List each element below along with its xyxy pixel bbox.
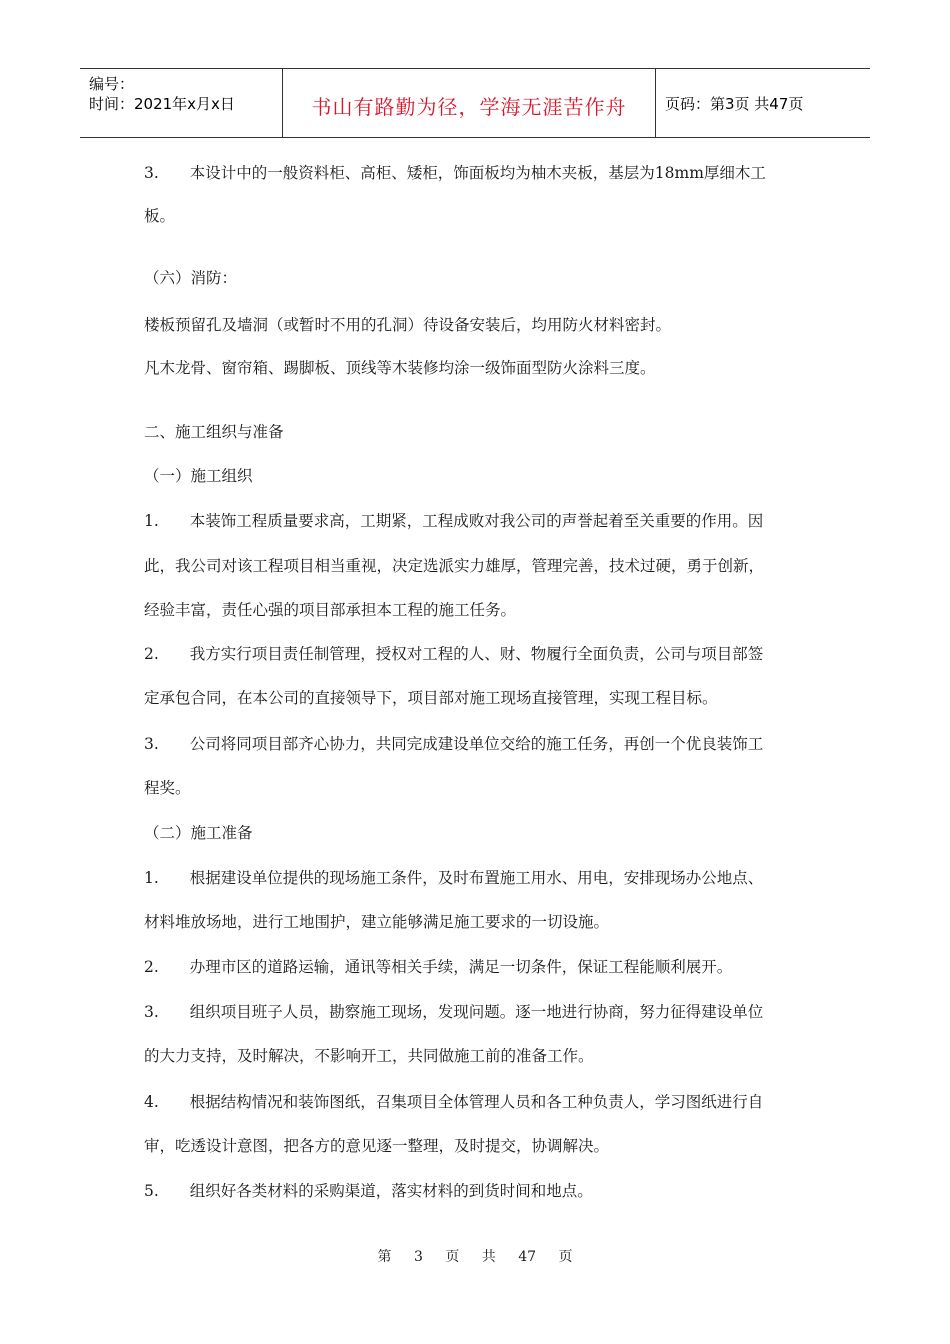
footer-total-pages: 47 xyxy=(518,1249,537,1265)
body-line: 的大力支持，及时解决，不影响开工，共同做施工前的准备工作。 xyxy=(144,1047,594,1065)
footer-suffix: 页 xyxy=(558,1249,573,1265)
footer-prefix: 第 xyxy=(377,1249,392,1265)
header-motto-cell xyxy=(283,69,656,137)
section-heading: （一）施工组织 xyxy=(144,467,253,485)
header-info-cell xyxy=(80,69,283,137)
body-line: 4. 根据结构情况和装饰图纸，召集项目全体管理人员和各工种负责人，学习图纸进行自 xyxy=(144,1093,764,1111)
footer-page-number: 3 xyxy=(413,1249,423,1265)
body-line: 定承包合同，在本公司的直接领导下，项目部对施工现场直接管理，实现工程目标。 xyxy=(144,689,718,707)
body-line: 5. 组织好各类材料的采购渠道，落实材料的到货时间和地点。 xyxy=(144,1182,593,1200)
page-footer xyxy=(0,1246,950,1266)
header-page-code: 页码：第3页 共47页 xyxy=(665,95,804,113)
body-line: 程奖。 xyxy=(144,779,191,797)
body-line: 经验丰富，责任心强的项目部承担本工程的施工任务。 xyxy=(144,601,517,619)
body-line: 板。 xyxy=(144,207,176,225)
header-motto: 书山有路勤为径，学海无涯苦作舟 xyxy=(311,95,627,119)
body-line: 此，我公司对该工程项目相当重视，决定选派实力雄厚，管理完善，技术过硬，勇于创新， xyxy=(144,557,765,575)
body-line: 3. 本设计中的一般资料柜、高柜、矮柜，饰面板均为柚木夹板，基层为18mm厚细木工 xyxy=(144,164,766,182)
chapter-heading: 二、施工组织与准备 xyxy=(144,423,284,441)
section-heading: （二）施工准备 xyxy=(144,824,253,842)
body-line: 凡木龙骨、窗帘箱、踢脚板、顶线等木装修均涂一级饰面型防火涂料三度。 xyxy=(144,359,656,377)
document-number-label: 编号： xyxy=(89,75,135,93)
body-line: 3. 组织项目班子人员，勘察施工现场，发现问题。逐一地进行协商，努力征得建设单位 xyxy=(144,1003,764,1021)
section-heading: （六）消防： xyxy=(144,269,238,287)
body-line: 3. 公司将同项目部齐心协力，共同完成建设单位交给的施工任务，再创一个优良装饰工 xyxy=(144,735,764,753)
body-line: 审，吃透设计意图，把各方的意见逐一整理，及时提交，协调解决。 xyxy=(144,1137,610,1155)
body-line: 楼板预留孔及墙洞（或暂时不用的孔洞）待设备安装后，均用防火材料密封。 xyxy=(144,316,672,334)
body-line: 1. 本装饰工程质量要求高，工期紧，工程成败对我公司的声誉起着至关重要的作用。因 xyxy=(144,512,764,530)
document-date: 时间：2021年x月x日 xyxy=(89,95,235,113)
body-line: 1. 根据建设单位提供的现场施工条件，及时布置施工用水、用电，安排现场办公地点、 xyxy=(144,869,764,887)
body-line: 材料堆放场地，进行工地围护，建立能够满足施工要求的一切设施。 xyxy=(144,913,610,931)
body-line: 2. 办理市区的道路运输，通讯等相关手续，满足一切条件，保证工程能顺利展开。 xyxy=(144,958,733,976)
footer-page-unit: 页 xyxy=(445,1249,460,1265)
page-header xyxy=(80,68,870,138)
body-line: 2. 我方实行项目责任制管理，授权对工程的人、财、物履行全面负责，公司与项目部签 xyxy=(144,645,764,663)
footer-total-label: 共 xyxy=(481,1249,496,1265)
header-page-cell xyxy=(656,69,870,137)
